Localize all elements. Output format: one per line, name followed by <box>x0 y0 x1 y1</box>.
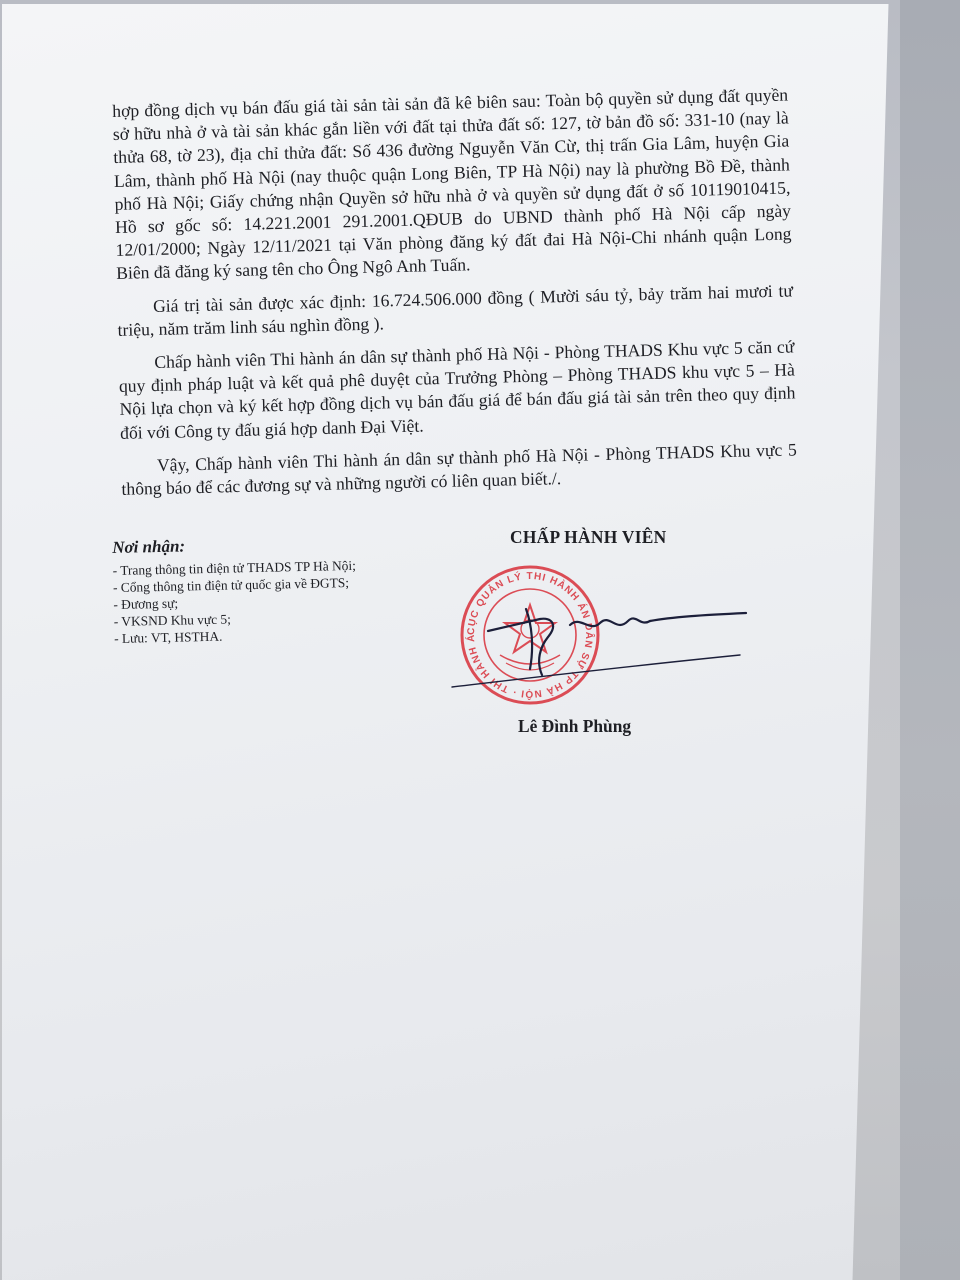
official-seal-icon <box>440 565 760 705</box>
recipients-title: Nơi nhận: <box>112 536 186 557</box>
background-surface <box>900 0 960 1280</box>
recipients-list <box>113 556 405 647</box>
recipient-item: - Đương sự; <box>113 595 179 612</box>
seal-text: CỤC QUẢN LÝ THI HÀNH ÁN DÂN SỰ TP HÀ NỘI · THI HÀNH Á <box>465 570 595 700</box>
signature-icon <box>452 609 746 687</box>
signer-name: Lê Đình Phùng <box>518 716 632 736</box>
seal-and-signature <box>440 565 760 705</box>
paragraph-selection: Chấp hành viên Thi hành án dân sự thành phố Hà Nội - Phòng THADS Khu vực 5 căn cứ quy định pháp luật và kết quả phê duyệt của Trưởng Phòng – Phòng THADS khu vực 5 – Hà Nội lựa chọn và ký kết hợp đồng dịch vụ bán đấu giá để bán đấu giá tài sản trên theo quy định đối với Công ty đấu giá hợp danh Đại Việt. <box>118 336 796 443</box>
recipient-item: - Lưu: VT, HSTHA. <box>113 628 223 646</box>
signer-title: CHẤP HÀNH VIÊN <box>510 527 667 547</box>
document-body <box>112 83 798 511</box>
paragraph-notice: Vậy, Chấp hành viên Thi hành án dân sự thành phố Hà Nội - Phòng THADS Khu vực 5 thông báo để các đương sự và những người có liên quan biết./. <box>121 439 797 499</box>
paragraph-asset-description: hợp đồng dịch vụ bán đấu giá tài sản tài sản đã kê biên sau: Toàn bộ quyền sử dụng đất quyền sở hữu nhà ở và tài sản khác gắn liền với đất tại thửa đất số: 127, tờ bản đồ số: 331-10 (nay là thửa 68, tờ 23), địa chỉ thửa đất: Số 436 đường Nguyễn Văn Cừ, thị trấn Gia Lâm, huyện Gia Lâm, thành phố Hà Nội (nay thuộc quận Long Biên, TP Hà Nội) nay là phường Bồ Đề, thành phố Hà Nội; Giấy chứng nhận Quyền sở hữu nhà ở và quyền sử dụng đất ở số 10119010415, Hồ sơ gốc số: 14.221.2001 291.2001.QĐUB do UBND thành phố Hà Nội cấp ngày 12/01/2000; Ngày 12/11/2021 tại Văn phòng đăng ký đất đai Hà Nội-Chi nhánh quận Long Biên đã đăng ký sang tên cho Ông Ngô Anh Tuấn. <box>112 84 792 284</box>
paragraph-asset-value: Giá trị tài sản được xác định: 16.724.506.000 đồng ( Mười sáu tỷ, bảy trăm hai mươi tư triệu, năm trăm linh sáu nghìn đồng ). <box>117 280 794 340</box>
recipient-item: - Trang thông tin điện tử THADS TP Hà Nội; <box>112 557 357 578</box>
recipients-block <box>112 532 404 647</box>
recipient-item: - Cổng thông tin điện tử quốc gia về ĐGTS; <box>112 575 350 595</box>
recipient-item: - VKSND Khu vực 5; <box>113 611 231 629</box>
